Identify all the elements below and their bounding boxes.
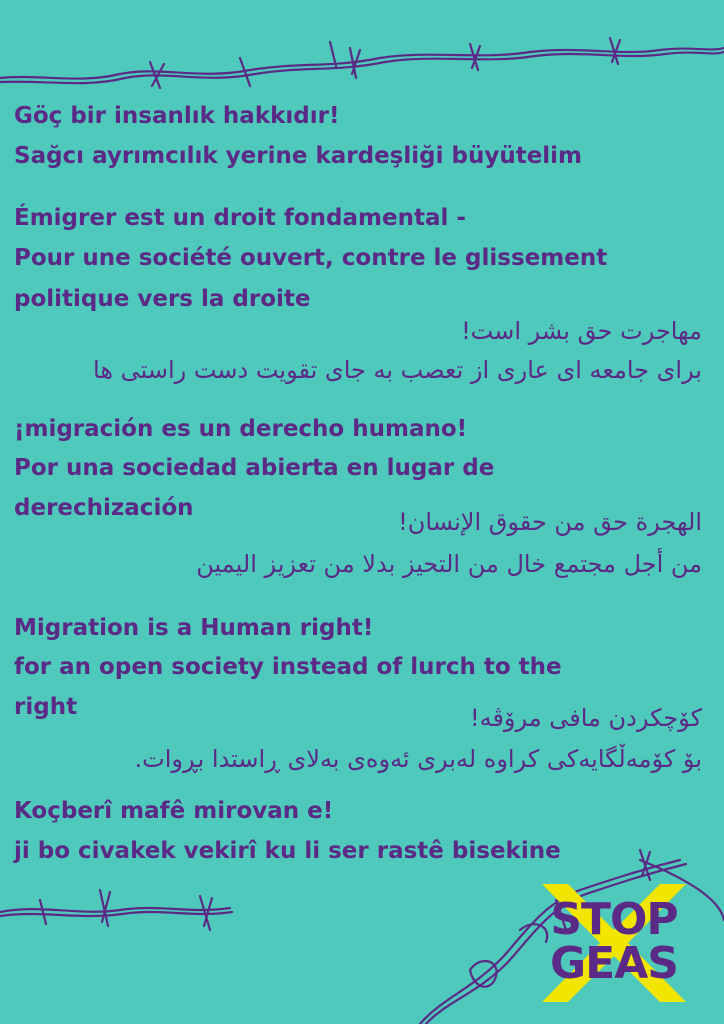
french-line-1: Émigrer est un droit fondamental - [14, 205, 466, 231]
turkish-line-1: Göç bir insanlık hakkıdır! [14, 103, 340, 129]
barbed-wire-top [0, 48, 724, 79]
persian-line-2: برای جامعه ای عاری از تعصب به جای تقویت دست راستی ها [93, 356, 702, 384]
barbed-wire-bottom-left [0, 908, 230, 912]
logo-text-stop: STOP [550, 894, 678, 945]
kurmanji-line-1: Koçberî mafê mirovan e! [14, 798, 334, 824]
stop-geas-logo [528, 880, 700, 1006]
persian-line-1: مهاجرت حق بشر است! [461, 317, 702, 345]
french-line-3: politique vers la droite [14, 286, 311, 312]
english-line-2: for an open society instead of lurch to the [14, 654, 562, 680]
kurdish-sorani-line-1: کۆچکردن مافی مرۆڤه! [469, 704, 702, 732]
spanish-line-3: derechización [14, 495, 194, 521]
arabic-line-2: من أجل مجتمع خال من التحيز بدلا من تعزيز اليمين [196, 550, 702, 578]
logo-text-geas: GEAS [550, 938, 678, 989]
kurmanji-line-2: ji bo civakek vekirî ku li ser rastê bisekine [14, 838, 561, 864]
english-line-1: Migration is a Human right! [14, 615, 374, 641]
spanish-line-2: Por una sociedad abierta en lugar de [14, 455, 495, 481]
turkish-line-2: Sağcı ayrımcılık yerine kardeşliği büyütelim [14, 143, 583, 169]
arabic-line-1: الهجرة حق من حقوق الإنسان! [398, 508, 702, 536]
english-line-3: right [14, 694, 78, 720]
spanish-line-1: ¡migración es un derecho humano! [14, 416, 468, 442]
french-line-2: Pour une société ouvert, contre le glissement [14, 245, 608, 271]
kurdish-sorani-line-2: بۆ کۆمەڵگایەکی کراوە لەبری ئەوەی بەلای ڕاستدا بڕوات. [134, 745, 702, 773]
